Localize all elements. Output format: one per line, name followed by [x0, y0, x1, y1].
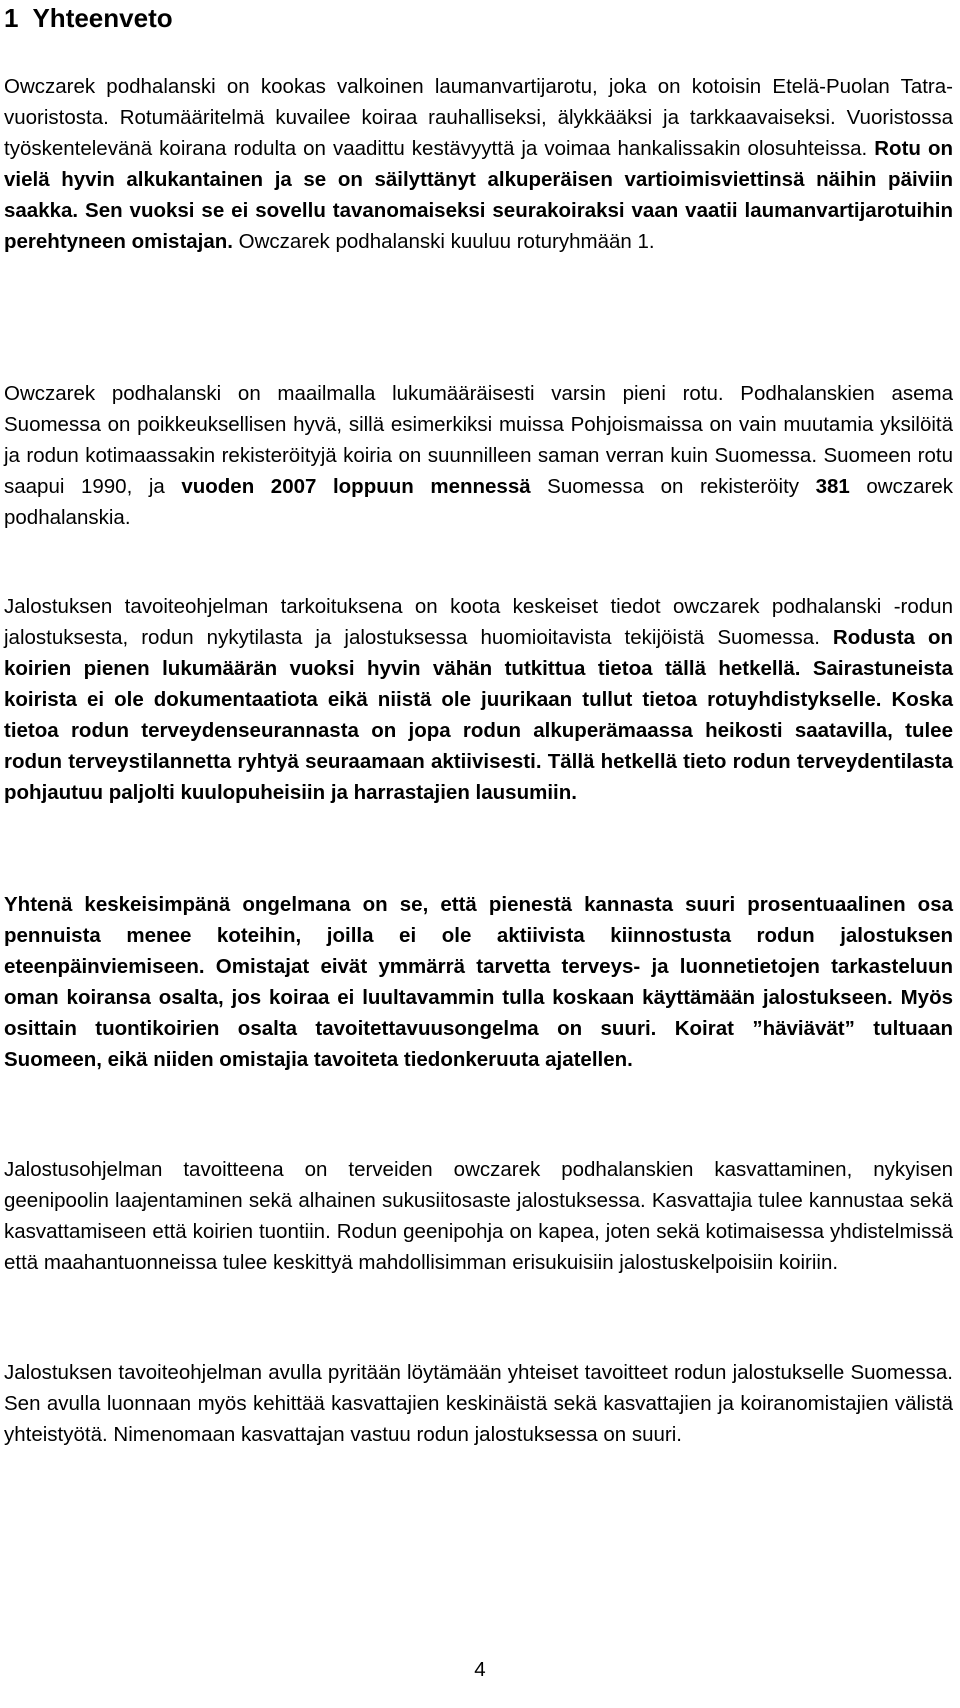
paragraph-text: Jalostuksen tavoiteohjelman avulla pyritään löytämään yhteiset tavoitteet rodun jalostukselle Suomessa. Sen avulla luonnaan myös kehittää kasvattajien keskinäistä sekä kasvattajien ja koiranomistajien välistä yhteistyötä. Nimenomaan kasvattajan vastuu rodun jalostuksessa on suuri. — [4, 1361, 953, 1446]
section-heading — [4, 2, 173, 34]
paragraph-emphasis: Rodusta on koirien pienen lukumäärän vuoksi hyvin vähän tutkittua tietoa tällä hetkellä. Sairastuneista koirista ei ole dokumentaatiota eikä niistä ole juurikaan tullut tietoa rotuyhdistykselle. Koska tietoa rodun terveydenseurannasta on jopa rodun alkuperämaassa heikosti saatavilla, tulee rodun terveystilannetta ryhtyä seuraamaan aktiivisesti. Tällä hetkellä tieto rodun terveydentilasta pohjautuu paljolti kuulopuheisiin ja harrastajien lausumiin. — [4, 626, 953, 804]
paragraph-text: Owczarek podhalanski on kookas valkoinen laumanvartijarotu, joka on kotoisin Etelä-Puolan Tatra-vuoristosta. Rotumääritelmä kuvailee koiraa rauhalliseksi, älykkääksi ja tarkkaavaiseksi. Vuoristossa työskentelevänä koirana rodulta on vaadittu kestävyyttä ja voimaa hankalissakin olosuhteissa. — [4, 75, 953, 160]
paragraph-text: Owczarek podhalanski kuuluu roturyhmään 1. — [232, 230, 655, 253]
paragraph-text: owczarek podhalanskia. — [4, 475, 953, 529]
paragraph-text: Jalostuksen tavoiteohjelman tarkoituksena on koota keskeiset tiedot owczarek podhalanski -rodun jalostuksesta, rodun nykytilasta ja jalostuksessa huomioitavista tekijöistä Suomessa. — [4, 595, 953, 649]
paragraph-program-purpose — [4, 591, 953, 808]
paragraph-key-problem — [4, 889, 953, 1075]
section-title: Yhteenveto — [32, 3, 173, 33]
paragraph-program-goals — [4, 1154, 953, 1278]
paragraph-breed-overview — [4, 71, 953, 257]
paragraph-emphasis: Rotu on vielä hyvin alkukantainen ja se on säilyttänyt alkuperäisen vartioimisviettinsä näihin päiviin saakka. Sen vuoksi se ei sovellu tavanomaiseksi seurakoiraksi vaan vaatii laumanvartijarotuihin perehtyneen omistajan. — [4, 137, 953, 253]
page-number: 4 — [474, 1658, 486, 1681]
paragraph-emphasis: Yhtenä keskeisimpänä ongelmana on se, että pienestä kannasta suuri prosentuaalinen osa pennuista menee koteihin, joilla ei ole aktiivista kiinnostusta rodun jalostuksen eteenpäinviemiseen. Omistajat eivät ymmärrä tarvetta terveys- ja luonnetietojen tarkasteluun oman koiransa osalta, jos koiraa ei luultavammin tulla koskaan käyttämään jalostukseen. Myös osittain tuontikoirien osalta tavoitettavuusongelma on suuri. Koirat ”häviävät” tultuaan Suomeen, eikä niiden omistajia tavoiteta tiedonkeruuta ajatellen. — [4, 893, 953, 1071]
registered-count: 381 — [815, 475, 850, 498]
paragraph-text: Owczarek podhalanski on maailmalla lukumääräisesti varsin pieni rotu. Podhalanskien asema Suomessa on poikkeuksellisen hyvä, sillä esimerkiksi muissa Pohjoismaissa on vain muutamia yksilöitä ja rodun kotimaassakin rekisteröityjä koiria on suunnilleen saman verran kuin Suomessa. Suomeen rotu saapui 1990, ja — [4, 382, 953, 498]
paragraph-text: Suomessa on rekisteröity — [530, 475, 816, 498]
paragraph-text: Jalostusohjelman tavoitteena on terveiden owczarek podhalanskien kasvattaminen, nykyisen geenipoolin laajentaminen sekä alhainen sukusiitosaste jalostuksessa. Kasvattajia tulee kannustaa sekä kasvattamiseen että koirien tuontiin. Rodun geenipohja on kapea, joten sekä kotimaisessa yhdistelmissä että maahantuonneissa tulee keskittyä mahdollisimman erisukuisiin jalostuskelpoisiin koiriin. — [4, 1158, 953, 1274]
paragraph-emphasis: vuoden 2007 loppuun mennessä — [181, 475, 531, 498]
paragraph-cooperation — [4, 1357, 953, 1450]
section-number: 1 — [4, 3, 19, 33]
paragraph-population — [4, 378, 953, 533]
